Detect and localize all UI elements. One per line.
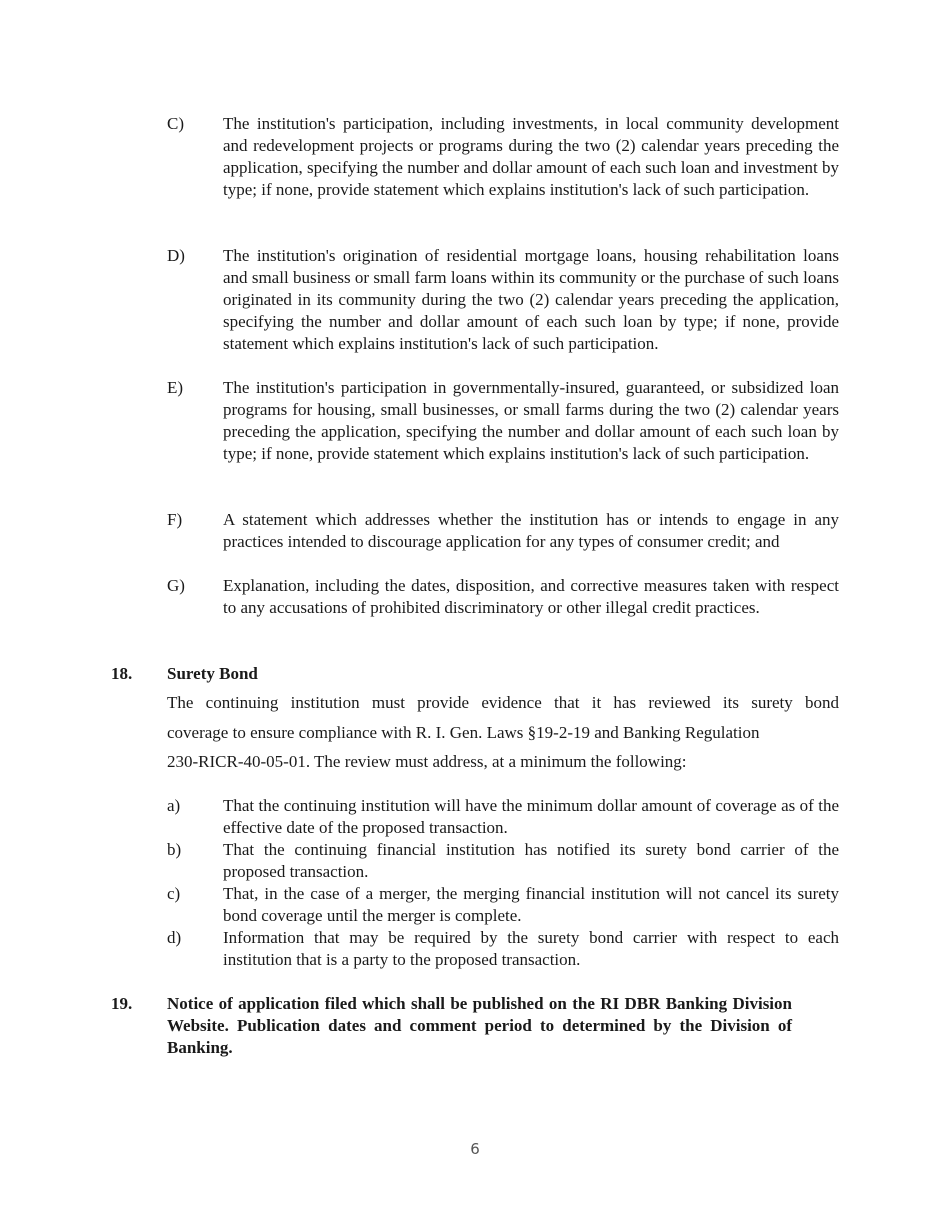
section-18-intro bbox=[167, 688, 839, 777]
list-item-a bbox=[167, 795, 839, 839]
list-item-d bbox=[167, 245, 839, 355]
item-label: G) bbox=[167, 576, 185, 595]
item-label: D) bbox=[167, 246, 185, 265]
list-item-c-lower bbox=[167, 883, 839, 927]
list-item-g bbox=[167, 575, 839, 619]
intro-line: coverage to ensure compliance with R. I. Gen. Laws §19-2-19 and Banking Regulation bbox=[167, 722, 760, 742]
item-text: That, in the case of a merger, the merging financial institution will not cancel its surety bond coverage until the merger is complete. bbox=[223, 884, 839, 925]
item-label: b) bbox=[167, 840, 182, 859]
item-text: Information that may be required by the surety bond carrier with respect to each institution that is a party to the proposed transaction. bbox=[223, 928, 839, 969]
item-text: The institution's origination of residential mortgage loans, housing rehabilitation loans and small business or small farm loans within its community or the purchase of such loans originated in its community during the two (2) calendar years preceding the application, specifying the number and dollar amount of each such loan by type; if none, provide statement which explains institution's lack of such participation. bbox=[223, 246, 839, 353]
item-label: E) bbox=[167, 378, 184, 397]
item-text: That the continuing financial institution has notified its surety bond carrier of the proposed transaction. bbox=[223, 840, 839, 881]
item-label: F) bbox=[167, 510, 183, 529]
item-text: The institution's participation in governmentally-insured, guaranteed, or subsidized loan programs for housing, small businesses, or small farms during the two (2) calendar years preceding the application, specifying the number and dollar amount of each such loan by type; if none, provide statement which explains institution's lack of such participation. bbox=[223, 378, 839, 463]
item-label: d) bbox=[167, 928, 182, 947]
item-text: A statement which addresses whether the institution has or intends to engage in any practices intended to discourage application for any types of consumer credit; and bbox=[223, 510, 839, 551]
item-label: c) bbox=[167, 884, 181, 903]
page-number: 6 bbox=[470, 1140, 480, 1158]
section-18-title: Surety Bond bbox=[167, 664, 258, 683]
list-item-d-lower bbox=[167, 927, 839, 971]
item-text: Explanation, including the dates, disposition, and corrective measures taken with respect to any accusations of prohibited discriminatory or other illegal credit practices. bbox=[223, 576, 839, 617]
intro-line: 230-RICR-40-05-01. The review must address, at a minimum the following: bbox=[167, 752, 687, 771]
item-label: a) bbox=[167, 796, 181, 815]
section-19-text: Notice of application filed which shall be published on the RI DBR Banking Division Website. Publication dates and comment period to determined by the Division of Banking. bbox=[167, 994, 792, 1057]
intro-line: The continuing institution must provide evidence that it has reviewed its surety bond bbox=[167, 693, 839, 712]
list-item-f bbox=[167, 509, 839, 553]
item-text: The institution's participation, including investments, in local community development and redevelopment projects or programs during the two (2) calendar years preceding the application, specifying the number and dollar amount of each such loan and investment by type; if none, provide statement which explains institution's lack of such participation. bbox=[223, 114, 839, 199]
section-18-number: 18. bbox=[111, 664, 133, 683]
list-item-c bbox=[167, 113, 839, 201]
item-text: That the continuing institution will have the minimum dollar amount of coverage as of the effective date of the proposed transaction. bbox=[223, 796, 839, 837]
section-19-number: 19. bbox=[111, 994, 133, 1013]
item-label: C) bbox=[167, 114, 184, 133]
list-item-b bbox=[167, 839, 839, 883]
list-item-e bbox=[167, 377, 839, 465]
